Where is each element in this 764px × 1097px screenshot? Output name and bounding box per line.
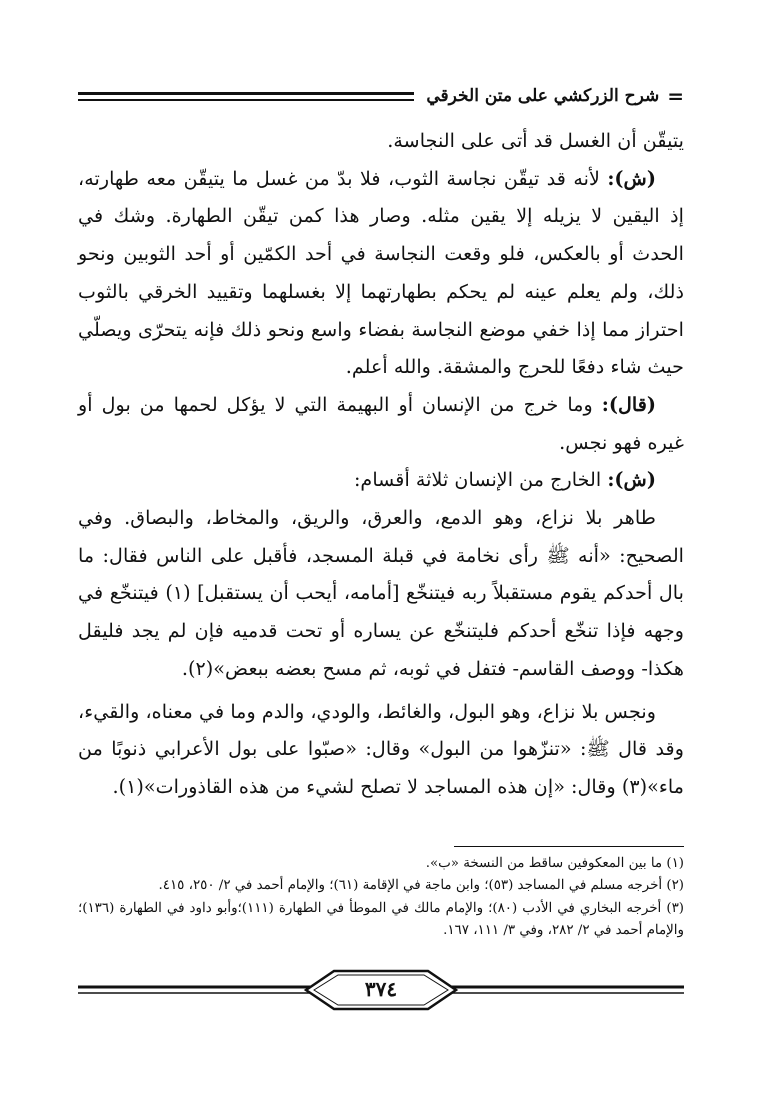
header-mark: =	[667, 84, 684, 108]
paragraph-text: الخارج من الإنسان ثلاثة أقسام:	[353, 468, 602, 492]
main-text	[78, 122, 684, 806]
header-rule	[78, 92, 414, 101]
paragraph-lead: (قال):	[601, 392, 656, 416]
running-header	[78, 84, 684, 108]
paragraph	[78, 160, 684, 386]
footnote: (٣) أخرجه البخاري في الأدب (٨٠)؛ والإمام مالك في الموطأ في الطهارة (١١١)؛وأبو داود في الطهارة (١٣٦)؛ والإمام أحمد في ٢/ ٢٨٢، وفي ٣/ ١١١، ١٦٧.	[78, 900, 684, 939]
page-number-ornament	[78, 968, 684, 1012]
footnote: (٢) أخرجه مسلم في المساجد (٥٣)؛ وابن ماجة في الإقامة (٦١)؛ والإمام أحمد في ٢/ ٢٥٠، ٤١٥.	[158, 878, 684, 894]
paragraph	[78, 461, 684, 499]
footnote: (١) ما بين المعكوفين ساقط من النسخة «ب».	[425, 856, 684, 871]
paragraph-lead: (ش):	[607, 166, 656, 190]
header-rule-thin	[78, 99, 414, 101]
book-title: شرح الزركشي على متن الخرقي	[426, 86, 660, 106]
header-rule-thick	[78, 92, 414, 95]
paragraph-lead: (ش):	[607, 468, 656, 492]
paragraph: طاهر بلا نزاع، وهو الدمع، والعرق، والريق، والمخاط، والبصاق. وفي الصحيح: «أنه ﷺ رأى نخامة في قبلة المسجد، فأقبل على الناس فقال: ما بال أحدكم يقوم مستقبلاً ربه فيتنخّع [أمامه، أيحب أن يستقبل] (١) فيتنخّع في وجهه فإذا تنخّع أحدكم فليتنخّع عن يساره أو تحت قدميه فإن لم يجد فليقل هكذا- ووصف القاسم- فتفل في ثوبه، ثم مسح بعضه ببعض»(٢).	[78, 506, 684, 680]
paragraph-text: لأنه قد تيقّن نجاسة الثوب، فلا بدّ من غسل ما يتيقّن معه طهارته، إذ اليقين لا يزيله إلا يقين مثله. وصار هذا كمن تيقّن الطهارة. وشك في الحدث أو بالعكس، فلو وقعت النجاسة في أحد الكمّين أو أحد الثوبين ونحو ذلك، ولم يعلم عينه لم يحكم بطهارتهما إلا بغسلهما وتقييد الخرقي بالثوب احتراز مما إذا خفي موضع النجاسة بفضاء واسع ونحو ذلك فإنه يتحرّى ويصلّي حيث شاء دفعًا للحرج والمشقة. والله أعلم.	[78, 166, 684, 379]
paragraph-text: وما خرج من الإنسان أو البهيمة التي لا يؤكل لحمها من بول أو غيره فهو نجس.	[78, 392, 684, 454]
footnote-separator	[454, 846, 684, 847]
paragraph	[78, 386, 684, 461]
page-number: ٣٧٤	[364, 977, 398, 1001]
footnotes	[78, 853, 684, 943]
paragraph: ونجس بلا نزاع، وهو البول، والغائط، والودي، والدم وما في معناه، والقيء، وقد قال ﷺ: «تنزّهوا من البول» وقال: «صبّوا على بول الأعرابي ذنوبًا من ماء»(٣) وقال: «إن هذه المساجد لا تصلح لشيء من هذه القاذورات»(١).	[78, 699, 684, 798]
paragraph: يتيقّن أن الغسل قد أتى على النجاسة.	[387, 129, 684, 152]
